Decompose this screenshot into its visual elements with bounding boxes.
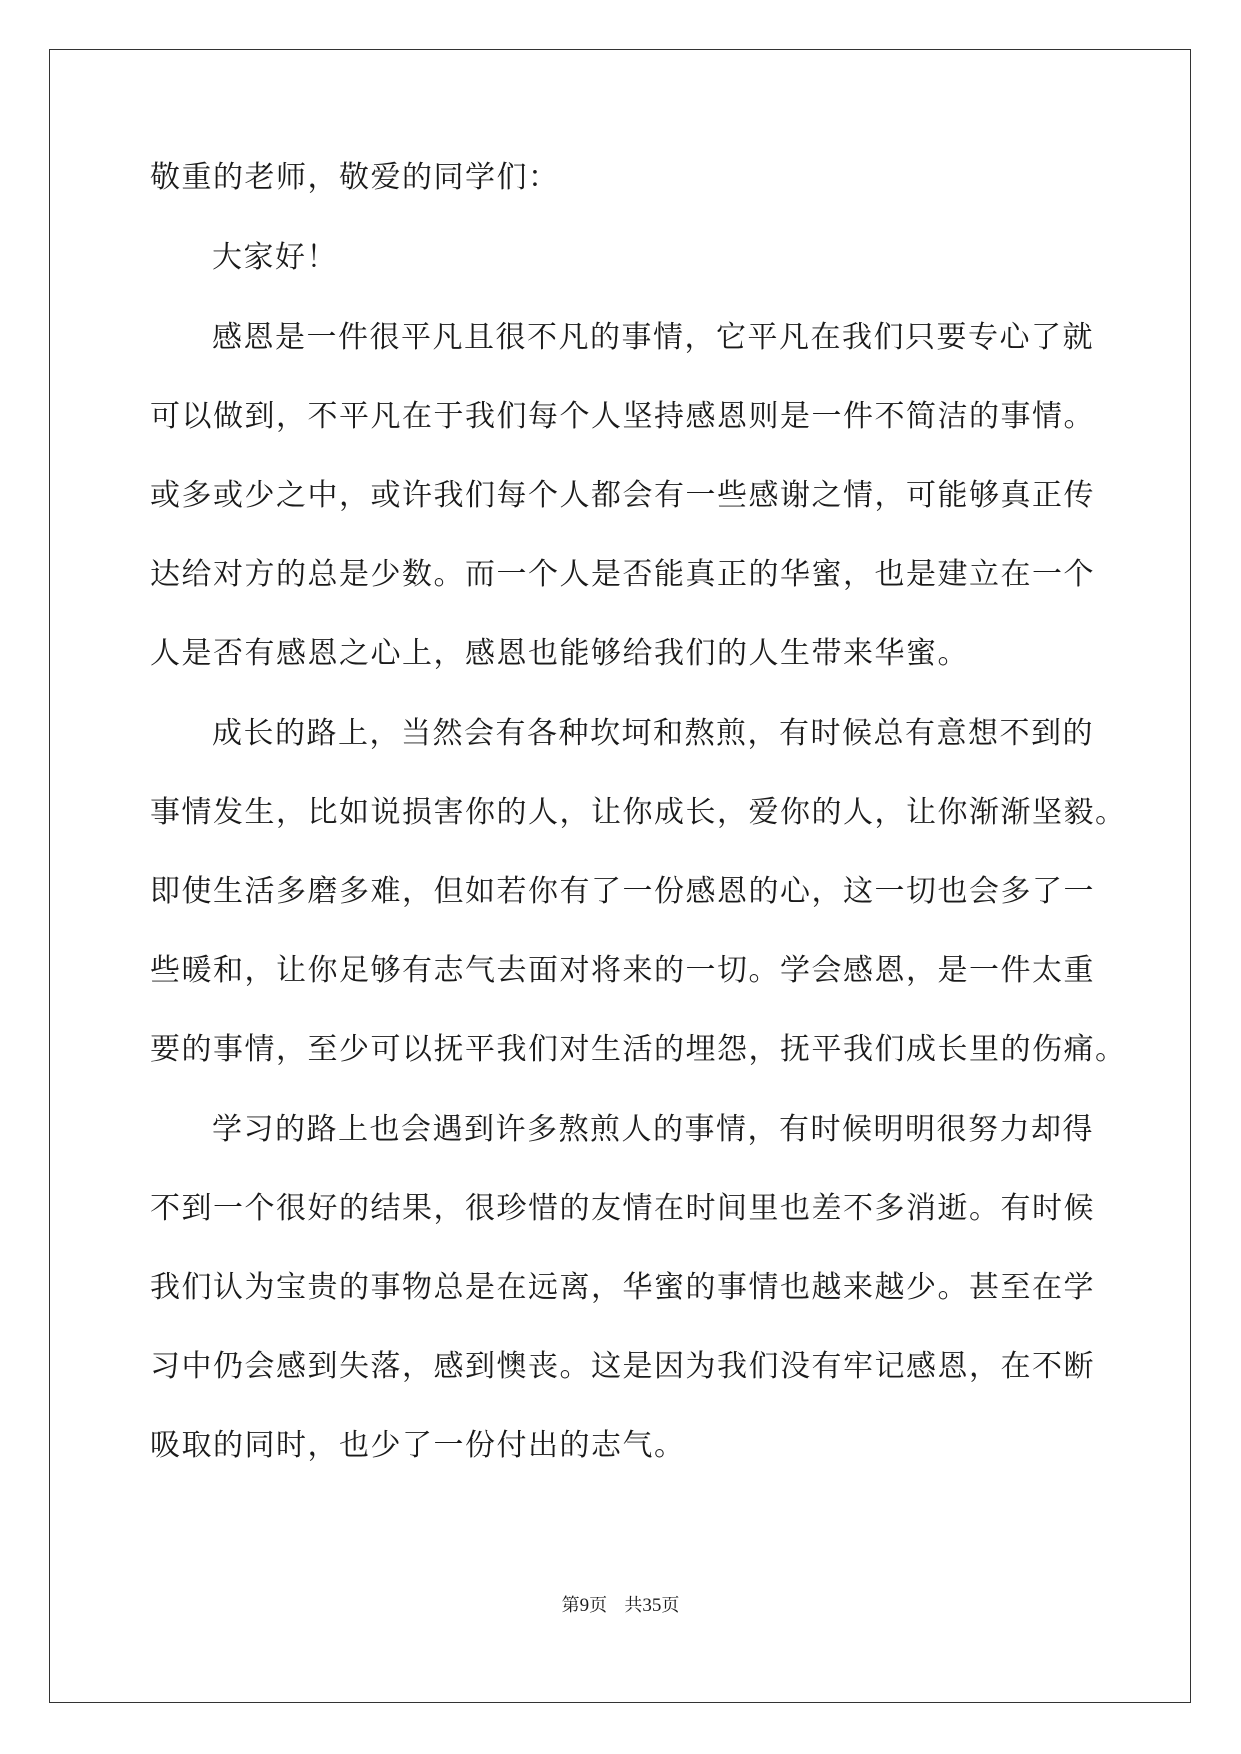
paragraph-line: 我们认为宝贵的事物总是在远离，华蜜的事情也越来越少。甚至在学 [150, 1270, 1095, 1305]
paragraph-line: 达给对方的总是少数。而一个人是否能真正的华蜜，也是建立在一个 [150, 557, 1095, 592]
salutation-line: 敬重的老师，敬爱的同学们： [150, 160, 560, 195]
page-footer [0, 1594, 1241, 1618]
paragraph-line: 习中仍会感到失落，感到懊丧。这是因为我们没有牢记感恩，在不断 [150, 1349, 1095, 1384]
paragraph-line: 学习的路上也会遇到许多熬煎人的事情，有时候明明很努力却得 [212, 1112, 1094, 1147]
total-suffix: 页 [661, 1595, 680, 1616]
total-prefix: 共 [624, 1595, 643, 1616]
total-pages: 35 [642, 1595, 662, 1616]
paragraph-line: 人是否有感恩之心上，感恩也能够给我们的人生带来华蜜。 [150, 636, 969, 671]
paragraph-line: 吸取的同时，也少了一份付出的志气。 [150, 1428, 686, 1463]
paragraph-line: 成长的路上，当然会有各种坎坷和熬煎，有时候总有意想不到的 [212, 716, 1094, 751]
paragraph-line: 事情发生，比如说损害你的人，让你成长，爱你的人，让你渐渐坚毅。 [150, 795, 1127, 830]
paragraph-line: 不到一个很好的结果，很珍惜的友情在时间里也差不多消逝。有时候 [150, 1191, 1095, 1226]
paragraph-line: 或多或少之中，或许我们每个人都会有一些感谢之情，可能够真正传 [150, 478, 1095, 513]
page-suffix: 页 [589, 1595, 608, 1616]
paragraph-line: 即使生活多磨多难，但如若你有了一份感恩的心，这一切也会多了一 [150, 874, 1095, 909]
page-number: 9 [579, 1595, 590, 1616]
page-prefix: 第 [561, 1595, 580, 1616]
paragraph-line: 感恩是一件很平凡且很不凡的事情，它平凡在我们只要专心了就 [212, 320, 1094, 355]
paragraph-line: 些暖和，让你足够有志气去面对将来的一切。学会感恩，是一件太重 [150, 953, 1095, 988]
paragraph-line: 要的事情，至少可以抚平我们对生活的埋怨，抚平我们成长里的伤痛。 [150, 1032, 1127, 1067]
greeting-line: 大家好！ [212, 240, 338, 275]
paragraph-line: 可以做到，不平凡在于我们每个人坚持感恩则是一件不简洁的事情。 [150, 399, 1095, 434]
